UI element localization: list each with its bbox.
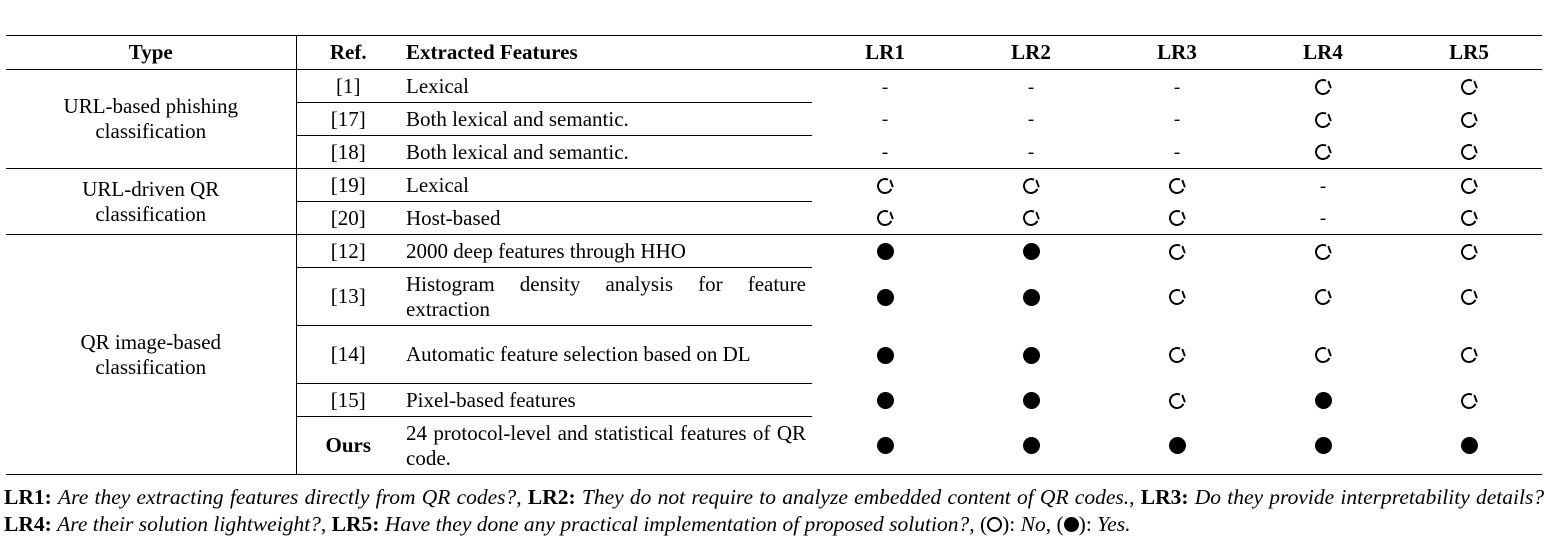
- open-circle-icon: [1459, 77, 1480, 98]
- lr2-cell: [958, 235, 1104, 268]
- dash-mark: -: [881, 76, 889, 98]
- ref-cell: [13]: [296, 268, 400, 326]
- lr4-cell: [1250, 70, 1396, 103]
- legend-yes-circle-icon: [1064, 517, 1079, 532]
- lr1-cell: [812, 326, 958, 384]
- open-circle-icon: [1459, 287, 1480, 308]
- lr2-cell: [958, 136, 1104, 169]
- caption-lr5-label: LR5:: [331, 512, 380, 536]
- open-circle-icon: [1313, 287, 1334, 308]
- lr2-cell: [958, 417, 1104, 475]
- table-row: [6, 235, 1542, 268]
- filled-circle-icon: [877, 437, 894, 454]
- filled-circle-icon: [1169, 437, 1186, 454]
- lr5-cell: [1396, 268, 1542, 326]
- lr1-cell: [812, 417, 958, 475]
- caption-lr3-label: LR3:: [1140, 485, 1189, 509]
- lr5-cell: [1396, 103, 1542, 136]
- type-label-line: classification: [95, 354, 207, 379]
- legend-no-circle-icon: [987, 517, 1002, 532]
- open-circle-icon: [1459, 142, 1480, 163]
- lr5-cell: [1396, 235, 1542, 268]
- open-circle-icon: [1313, 242, 1334, 263]
- header-lr4: LR4: [1250, 36, 1396, 70]
- lr1-cell: [812, 384, 958, 417]
- lr4-cell: [1250, 384, 1396, 417]
- table-body: [6, 70, 1542, 475]
- open-circle-icon: [1021, 176, 1042, 197]
- lr1-cell: [812, 70, 958, 103]
- ref-cell: [1]: [296, 70, 400, 103]
- open-circle-icon: [1459, 176, 1480, 197]
- filled-circle-icon: [1315, 392, 1332, 409]
- caption-lr5-text: Have they done any practical implementation of proposed solution?: [384, 512, 970, 536]
- open-circle-icon: [1313, 142, 1334, 163]
- lr2-cell: [958, 326, 1104, 384]
- ref-cell: [18]: [296, 136, 400, 169]
- dash-mark: -: [1319, 208, 1327, 230]
- caption-lr4-text: Are their solution lightweight?: [57, 512, 321, 536]
- filled-circle-icon: [877, 289, 894, 306]
- lr5-cell: [1396, 70, 1542, 103]
- type-cell: [6, 70, 296, 169]
- header-lr2: LR2: [958, 36, 1104, 70]
- open-circle-icon: [1459, 109, 1480, 130]
- dash-mark: -: [1173, 109, 1181, 131]
- header-lr3: LR3: [1104, 36, 1250, 70]
- caption-lr4-label: LR4:: [4, 512, 52, 536]
- type-label-line: classification: [95, 119, 207, 143]
- lr5-cell: [1396, 417, 1542, 475]
- lr4-cell: [1250, 103, 1396, 136]
- features-cell: Both lexical and semantic.: [400, 103, 812, 136]
- ref-cell: [19]: [296, 169, 400, 202]
- filled-circle-icon: [1461, 437, 1478, 454]
- dash-mark: -: [881, 142, 889, 164]
- lr3-cell: [1104, 136, 1250, 169]
- filled-circle-icon: [1315, 437, 1332, 454]
- dash-mark: -: [1027, 76, 1035, 98]
- lr2-cell: [958, 202, 1104, 235]
- header-lr5: LR5: [1396, 36, 1542, 70]
- ref-cell: [14]: [296, 326, 400, 384]
- lr4-cell: [1250, 202, 1396, 235]
- dash-mark: -: [1173, 76, 1181, 98]
- lr2-cell: [958, 169, 1104, 202]
- table-row: [6, 169, 1542, 202]
- lr3-cell: [1104, 384, 1250, 417]
- lr1-cell: [812, 235, 958, 268]
- header-type: Type: [6, 36, 296, 70]
- filled-circle-icon: [1023, 347, 1040, 364]
- dash-mark: -: [1027, 142, 1035, 164]
- header-features: Extracted Features: [400, 36, 812, 70]
- features-cell: Pixel-based features: [400, 384, 812, 417]
- lr5-cell: [1396, 384, 1542, 417]
- lr2-cell: [958, 384, 1104, 417]
- open-circle-icon: [1167, 287, 1188, 308]
- lr4-cell: [1250, 268, 1396, 326]
- open-circle-icon: [1459, 345, 1480, 366]
- lr4-cell: [1250, 326, 1396, 384]
- open-circle-icon: [1459, 208, 1480, 229]
- lr1-cell: [812, 169, 958, 202]
- lr4-cell: [1250, 417, 1396, 475]
- features-cell: 2000 deep features through HHO: [400, 235, 812, 268]
- caption-yes-text: Yes.: [1097, 512, 1131, 536]
- features-cell: Both lexical and semantic.: [400, 136, 812, 169]
- open-circle-icon: [1313, 345, 1334, 366]
- caption-no-text: No: [1020, 512, 1046, 536]
- lr4-cell: [1250, 169, 1396, 202]
- ref-cell: [20]: [296, 202, 400, 235]
- lr4-cell: [1250, 136, 1396, 169]
- caption-lr3-text: Do they provide interpretability details?: [1194, 485, 1545, 509]
- ref-cell: Ours: [296, 417, 400, 475]
- lr3-cell: [1104, 103, 1250, 136]
- lr3-cell: [1104, 417, 1250, 475]
- lr3-cell: [1104, 268, 1250, 326]
- open-circle-icon: [875, 176, 896, 197]
- open-circle-icon: [1459, 242, 1480, 263]
- caption-lr1-text: Are they extracting features directly from QR codes?: [58, 485, 517, 509]
- open-circle-icon: [875, 208, 896, 229]
- filled-circle-icon: [1023, 392, 1040, 409]
- lr1-cell: [812, 268, 958, 326]
- lr5-cell: [1396, 326, 1542, 384]
- filled-circle-icon: [877, 347, 894, 364]
- open-circle-icon: [1313, 77, 1334, 98]
- header-row: [6, 36, 1542, 70]
- features-cell: Automatic feature selection based on DL: [400, 326, 812, 384]
- open-circle-icon: [1167, 390, 1188, 411]
- filled-circle-icon: [1023, 289, 1040, 306]
- lr1-cell: [812, 103, 958, 136]
- open-circle-icon: [1167, 208, 1188, 229]
- table-row: [6, 70, 1542, 103]
- type-cell: [6, 235, 296, 475]
- header-ref: Ref.: [296, 36, 400, 70]
- type-label-line: URL-driven QR: [82, 176, 220, 201]
- features-cell: Histogram density analysis for feature extraction: [400, 268, 812, 326]
- ref-cell: [15]: [296, 384, 400, 417]
- lr2-cell: [958, 70, 1104, 103]
- filled-circle-icon: [877, 392, 894, 409]
- lr4-cell: [1250, 235, 1396, 268]
- lr2-cell: [958, 103, 1104, 136]
- comparison-table: [6, 35, 1542, 475]
- dash-mark: -: [1027, 109, 1035, 131]
- open-circle-icon: [1313, 109, 1334, 130]
- lr3-cell: [1104, 235, 1250, 268]
- lr1-cell: [812, 136, 958, 169]
- type-label-line: classification: [95, 201, 207, 226]
- open-circle-icon: [1167, 242, 1188, 263]
- table-caption: LR1: Are they extracting features directly from QR codes?, LR2: They do not require to analyze embedded content of QR codes., LR3: Do they provide interpretability details? LR4: Are their solution lightweight?, LR5: Have they done any practical implementation of proposed solution?, ( ): No, ( ): Yes.: [4, 485, 1545, 536]
- lr5-cell: [1396, 202, 1542, 235]
- caption-lr2-label: LR2:: [527, 485, 576, 509]
- type-cell: [6, 169, 296, 235]
- lr3-cell: [1104, 70, 1250, 103]
- lr3-cell: [1104, 169, 1250, 202]
- filled-circle-icon: [877, 243, 894, 260]
- header-lr1: LR1: [812, 36, 958, 70]
- lr3-cell: [1104, 326, 1250, 384]
- dash-mark: -: [881, 109, 889, 131]
- type-label-line: URL-based phishing: [63, 94, 238, 118]
- lr2-cell: [958, 268, 1104, 326]
- type-label-line: QR image-based: [80, 329, 222, 354]
- features-cell: 24 protocol-level and statistical features of QR code.: [400, 417, 812, 475]
- features-cell: Lexical: [400, 70, 812, 103]
- features-cell: Lexical: [400, 169, 812, 202]
- features-cell: Host-based: [400, 202, 812, 235]
- ref-cell: [17]: [296, 103, 400, 136]
- dash-mark: -: [1173, 142, 1181, 164]
- filled-circle-icon: [1023, 243, 1040, 260]
- open-circle-icon: [1459, 390, 1480, 411]
- filled-circle-icon: [1023, 437, 1040, 454]
- lr3-cell: [1104, 202, 1250, 235]
- open-circle-icon: [1167, 345, 1188, 366]
- lr5-cell: [1396, 169, 1542, 202]
- dash-mark: -: [1319, 175, 1327, 197]
- open-circle-icon: [1167, 176, 1188, 197]
- caption-lr2-text: They do not require to analyze embedded content of QR codes.: [581, 485, 1130, 509]
- lr1-cell: [812, 202, 958, 235]
- ref-cell: [12]: [296, 235, 400, 268]
- open-circle-icon: [1021, 208, 1042, 229]
- lr5-cell: [1396, 136, 1542, 169]
- caption-lr1-label: LR1:: [4, 485, 52, 509]
